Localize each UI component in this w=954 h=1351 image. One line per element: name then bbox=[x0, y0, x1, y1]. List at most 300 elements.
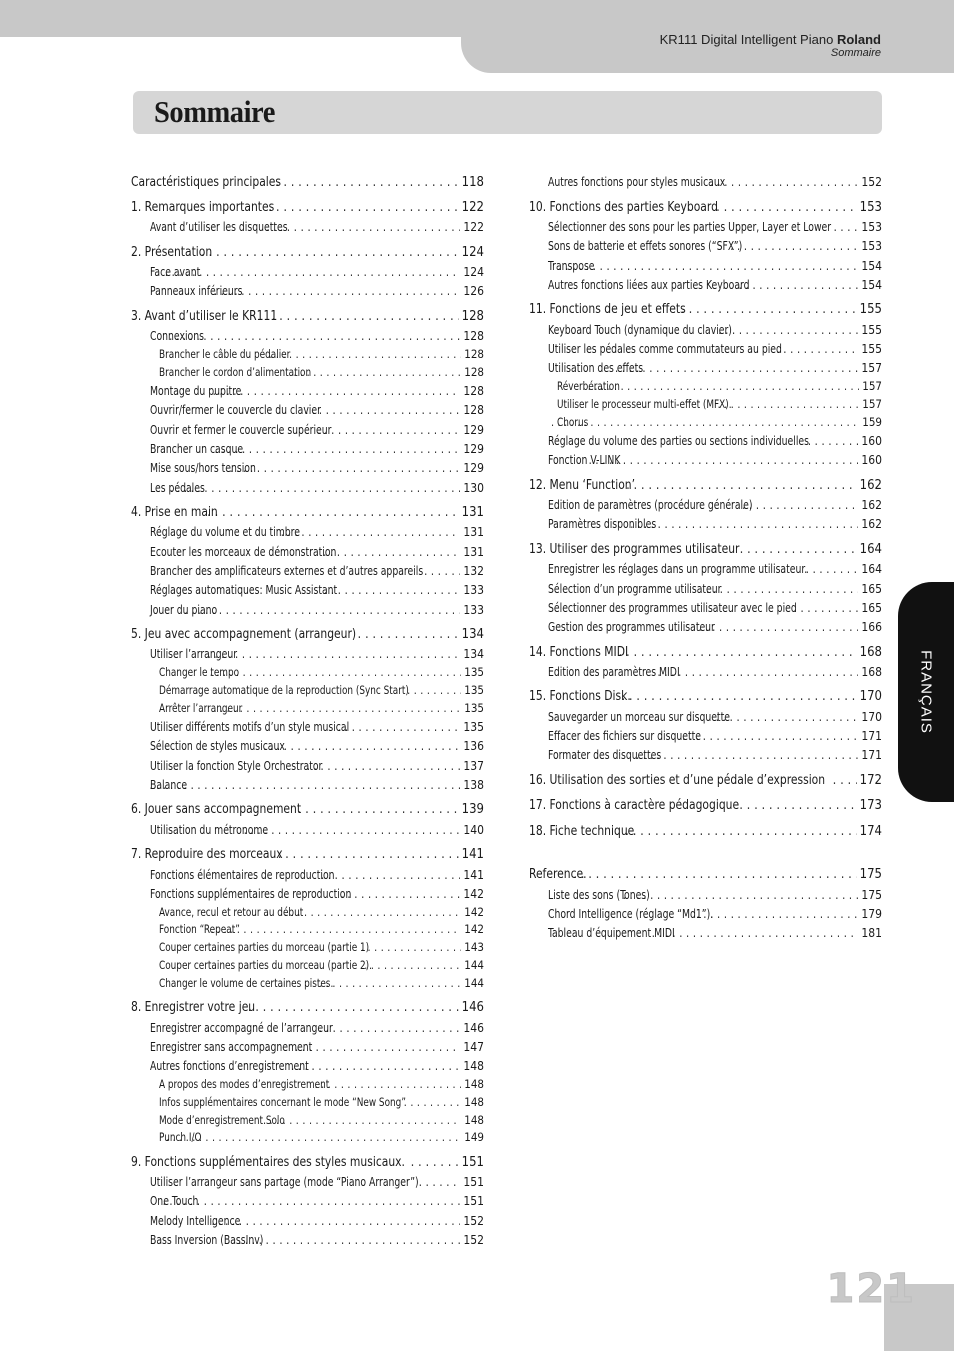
toc-entry[interactable] bbox=[131, 379, 484, 398]
toc-entry[interactable] bbox=[131, 773, 484, 792]
toc-leader-dots bbox=[419, 1175, 461, 1189]
page-number: 121 bbox=[826, 1266, 916, 1312]
toc-leader-dots bbox=[314, 1077, 461, 1091]
toc-entry-title: Arrêter l’arrangeur bbox=[159, 700, 243, 715]
toc-leader-dots bbox=[806, 562, 859, 576]
toc-entry-page: 162 bbox=[861, 517, 882, 532]
toc-entry[interactable] bbox=[529, 253, 882, 272]
toc-entry-title: 1. Remarques importantes bbox=[131, 200, 275, 215]
toc-entry-page: 147 bbox=[463, 1039, 484, 1054]
toc-entry-page: 179 bbox=[861, 906, 882, 921]
toc-entry[interactable] bbox=[529, 882, 882, 901]
toc-entry[interactable] bbox=[131, 343, 484, 361]
toc-entry-page: 142 bbox=[464, 922, 484, 937]
toc-leader-dots bbox=[551, 415, 859, 429]
toc-entry-title: 4. Prise en main bbox=[131, 505, 218, 521]
toc-entry[interactable] bbox=[131, 862, 484, 881]
toc-entry-title: 14. Fonctions MIDI bbox=[529, 644, 629, 660]
toc-entry-title: Punch I/O bbox=[159, 1130, 202, 1145]
toc-leader-dots bbox=[739, 798, 856, 813]
toc-leader-dots bbox=[361, 940, 461, 954]
toc-leader-dots bbox=[358, 627, 459, 642]
toc-entry-page: 152 bbox=[861, 175, 882, 190]
toc-entry[interactable] bbox=[529, 337, 882, 356]
toc-entry[interactable] bbox=[529, 660, 882, 679]
toc-leader-dots bbox=[404, 1095, 462, 1109]
toc-leader-dots bbox=[424, 564, 460, 578]
toc-entry[interactable] bbox=[131, 1015, 484, 1034]
language-tab bbox=[898, 582, 954, 802]
toc-entry[interactable] bbox=[131, 559, 484, 578]
toc-entry-page: 148 bbox=[464, 1076, 484, 1091]
toc-entry-title: 18. Fiche technique bbox=[529, 823, 635, 839]
running-section: Sommaire bbox=[830, 47, 881, 59]
toc-leader-dots bbox=[652, 926, 859, 940]
toc-entry-page: 154 bbox=[861, 277, 882, 292]
toc-entry-title: Réglages automatiques: Music Assistant bbox=[150, 583, 338, 598]
toc-entry-title: Tableau d’équipement MIDI bbox=[548, 926, 675, 941]
brand-logo: Roland bbox=[836, 32, 881, 47]
toc-entry[interactable] bbox=[529, 473, 882, 493]
toc-entry-title: Face avant bbox=[150, 265, 201, 280]
toc-entry-page: 165 bbox=[861, 581, 882, 596]
toc-entry-page: 148 bbox=[464, 1094, 484, 1109]
toc-column-right bbox=[529, 170, 882, 940]
toc-leader-dots bbox=[229, 461, 460, 475]
toc-leader-dots bbox=[681, 302, 857, 317]
toc-entry[interactable] bbox=[131, 304, 484, 324]
toc-entry-title: Démarrage automatique de la reproduction (Sync Start) bbox=[159, 682, 409, 697]
toc-entry-title: Utiliser la fonction Style Orchestrator bbox=[150, 758, 323, 773]
toc-entry-title: Autres fonctions liées aux parties Keyboard bbox=[548, 277, 750, 292]
toc-entry[interactable] bbox=[131, 1054, 484, 1073]
toc-entry-page: 141 bbox=[461, 847, 484, 863]
toc-leader-dots bbox=[201, 245, 459, 260]
toc-leader-dots bbox=[269, 347, 461, 361]
toc-entry[interactable] bbox=[131, 475, 484, 494]
toc-entry[interactable] bbox=[131, 501, 484, 521]
toc-leader-dots bbox=[696, 907, 858, 921]
toc-leader-dots bbox=[295, 1040, 460, 1054]
toc-entry[interactable] bbox=[529, 493, 882, 512]
toc-entry[interactable] bbox=[131, 972, 484, 990]
toc-entry-title: Autres fonctions pour styles musicaux bbox=[548, 175, 726, 190]
toc-leader-dots bbox=[319, 1021, 461, 1035]
toc-leader-dots bbox=[210, 922, 461, 936]
toc-entry[interactable] bbox=[529, 724, 882, 743]
toc-entry[interactable] bbox=[131, 697, 484, 715]
toc-entry-title: Reference. bbox=[529, 867, 587, 883]
toc-entry-title: Bass Inversion (BassInv) bbox=[150, 1233, 264, 1248]
toc-leader-dots bbox=[657, 665, 858, 679]
toc-entry[interactable] bbox=[131, 1170, 484, 1189]
toc-entry[interactable] bbox=[131, 661, 484, 679]
toc-entry[interactable] bbox=[131, 437, 484, 456]
toc-entry-page: 143 bbox=[464, 940, 484, 955]
toc-entry-title: Transpose bbox=[548, 258, 595, 273]
toc-entry-title: 13. Utiliser des programmes utilisateur bbox=[529, 541, 740, 557]
toc-entry-page: 122 bbox=[461, 200, 484, 215]
toc-leader-dots bbox=[710, 175, 858, 189]
toc-entry[interactable] bbox=[131, 1208, 484, 1227]
toc-entry-page: 142 bbox=[463, 886, 484, 901]
toc-entry[interactable] bbox=[131, 1091, 484, 1109]
toc-leader-dots bbox=[162, 1194, 460, 1208]
toc-entry-title: Chorus bbox=[557, 414, 589, 429]
toc-entry-title: Utiliser différents motifs d’un style musical bbox=[150, 720, 350, 735]
toc-entry-page: 135 bbox=[463, 720, 484, 735]
toc-entry-title: Caractéristiques principales bbox=[131, 174, 282, 190]
toc-entry[interactable] bbox=[131, 520, 484, 539]
toc-leader-dots bbox=[573, 867, 856, 882]
toc-entry[interactable] bbox=[131, 753, 484, 772]
toc-leader-dots bbox=[588, 453, 858, 467]
toc-entry-page: 148 bbox=[464, 1112, 484, 1127]
toc-entry-page: 135 bbox=[464, 682, 484, 697]
toc-entry-title: Enregistrer sans accompagnement bbox=[150, 1039, 313, 1054]
toc-entry[interactable] bbox=[131, 1035, 484, 1054]
toc-leader-dots bbox=[169, 329, 460, 343]
toc-entry-page: 144 bbox=[464, 958, 484, 972]
toc-entry-title: Edition des paramètres MIDI bbox=[548, 664, 680, 679]
toc-entry[interactable] bbox=[131, 578, 484, 597]
toc-entry[interactable] bbox=[529, 429, 882, 448]
toc-entry-page: 157 bbox=[862, 379, 882, 394]
toc-entry[interactable] bbox=[529, 411, 882, 429]
toc-leader-dots bbox=[794, 601, 859, 615]
toc-leader-dots bbox=[319, 976, 461, 990]
toc-entry-page: 131 bbox=[461, 505, 484, 521]
toc-entry[interactable] bbox=[529, 685, 882, 705]
toc-entry[interactable] bbox=[131, 279, 484, 298]
toc-entry-page: 128 bbox=[461, 308, 484, 324]
toc-entry-title: Avant d’utiliser les disquettes bbox=[150, 220, 288, 235]
toc-entry-page: 153 bbox=[861, 239, 882, 254]
toc-leader-dots bbox=[364, 958, 461, 972]
toc-entry-title: Changer le volume de certaines pistes. bbox=[159, 975, 334, 990]
toc-entry-title: 9. Fonctions supplémentaires des styles musicaux. bbox=[131, 1154, 405, 1170]
toc-leader-dots bbox=[266, 220, 460, 234]
toc-entry[interactable] bbox=[131, 597, 484, 616]
toc-leader-dots bbox=[281, 525, 461, 539]
toc-entry-page: 131 bbox=[463, 544, 484, 559]
toc-entry[interactable] bbox=[131, 1150, 484, 1170]
toc-entry-page: 128 bbox=[463, 403, 484, 418]
toc-entry-page: 162 bbox=[861, 498, 882, 513]
toc-entry-page: 164 bbox=[861, 562, 882, 577]
toc-entry-title: Fonctions élémentaires de reproduction bbox=[150, 867, 335, 882]
toc-entry-title: 10. Fonctions des parties Keyboard bbox=[529, 199, 718, 215]
toc-entry-page: 129 bbox=[463, 422, 484, 437]
toc-entry[interactable] bbox=[529, 819, 882, 839]
toc-entry[interactable] bbox=[529, 234, 882, 253]
toc-entry[interactable] bbox=[529, 537, 882, 557]
toc-leader-dots bbox=[269, 200, 459, 215]
toc-entry-page: 134 bbox=[461, 627, 484, 643]
toc-leader-dots bbox=[740, 542, 857, 557]
toc-entry-title: Brancher des amplificateurs externes et d’autres appareils bbox=[150, 563, 424, 578]
toc-entry-title: 3. Avant d’utiliser le KR111 bbox=[131, 308, 278, 324]
toc-entry[interactable] bbox=[529, 576, 882, 595]
toc-entry[interactable] bbox=[131, 642, 484, 661]
toc-entry-page: 124 bbox=[461, 244, 484, 260]
toc-entry-title: Réglage du volume des parties ou sections individuelles bbox=[548, 434, 809, 449]
toc-entry-page: 135 bbox=[464, 700, 484, 715]
toc-entry-page: 181 bbox=[861, 926, 882, 941]
toc-entry[interactable] bbox=[529, 557, 882, 576]
toc-entry[interactable] bbox=[529, 921, 882, 940]
toc-entry-title: One Touch bbox=[150, 1194, 199, 1209]
toc-entry-page: 146 bbox=[463, 1020, 484, 1035]
toc-entry[interactable] bbox=[131, 679, 484, 697]
toc-leader-dots bbox=[323, 545, 460, 559]
toc-entry[interactable] bbox=[529, 704, 882, 723]
toc-entry-title: Infos supplémentaires concernant le mode “New Song” bbox=[159, 1094, 406, 1109]
toc-entry[interactable] bbox=[529, 596, 882, 615]
toc-leader-dots bbox=[214, 284, 461, 298]
toc-entry[interactable] bbox=[131, 260, 484, 279]
toc-entry-title: Utiliser les pédales comme commutateurs au pied bbox=[548, 342, 782, 357]
toc-leader-dots bbox=[682, 729, 858, 743]
toc-entry[interactable] bbox=[131, 170, 484, 190]
toc-leader-dots bbox=[214, 442, 460, 456]
toc-entry[interactable] bbox=[131, 623, 484, 643]
toc-entry-title: Connexions bbox=[150, 329, 204, 344]
toc-leader-dots bbox=[291, 1059, 461, 1073]
toc-entry-title: 16. Utilisation des sorties et d’une pédale d’expression bbox=[529, 772, 826, 788]
toc-leader-dots bbox=[276, 175, 459, 190]
toc-entry-title: 5. Jeu avec accompagnement (arrangeur) bbox=[131, 627, 357, 643]
toc-entry-title: 12. Menu ‘Function’ bbox=[529, 477, 636, 493]
toc-leader-dots bbox=[211, 1214, 460, 1228]
toc-leader-dots bbox=[207, 505, 459, 520]
toc-entry[interactable] bbox=[131, 715, 484, 734]
toc-entry[interactable] bbox=[529, 298, 882, 318]
toc-entry[interactable] bbox=[131, 361, 484, 379]
toc-leader-dots bbox=[698, 620, 858, 634]
toc-leader-dots bbox=[718, 323, 858, 337]
toc-entry-title: 6. Jouer sans accompagnement bbox=[131, 802, 302, 818]
toc-leader-dots bbox=[621, 689, 856, 704]
toc-entry[interactable] bbox=[131, 1127, 484, 1145]
toc-entry[interactable] bbox=[131, 215, 484, 234]
toc-entry-title: Utilisation du métronome bbox=[150, 822, 269, 837]
toc-entry[interactable] bbox=[131, 196, 484, 216]
toc-leader-dots bbox=[210, 665, 462, 679]
toc-entry-title: Paramètres disponibles bbox=[548, 517, 657, 532]
toc-leader-dots bbox=[626, 478, 857, 493]
toc-entry-page: 139 bbox=[461, 802, 484, 818]
toc-entry-page: 149 bbox=[464, 1130, 484, 1145]
toc-entry-page: 130 bbox=[463, 480, 484, 495]
toc-entry-title: Montage du pupitre bbox=[150, 384, 242, 399]
toc-entry-page: 137 bbox=[463, 758, 484, 773]
toc-entry[interactable] bbox=[529, 794, 882, 814]
toc-entry-title: Ouvrir et fermer le couvercle supérieur bbox=[150, 422, 332, 437]
toc-entry-page: 141 bbox=[463, 867, 484, 882]
toc-entry-page: 128 bbox=[464, 364, 484, 379]
toc-leader-dots bbox=[238, 1233, 460, 1247]
toc-entry[interactable] bbox=[131, 417, 484, 436]
toc-entry[interactable] bbox=[529, 375, 882, 393]
toc-entry-page: 144 bbox=[464, 975, 484, 990]
toc-leader-dots bbox=[184, 603, 460, 617]
toc-leader-dots bbox=[321, 868, 461, 882]
toc-entry-page: 170 bbox=[861, 709, 882, 724]
toc-entry[interactable] bbox=[529, 393, 882, 411]
toc-entry-title: Sélectionner des sons pour les parties Upper, Layer et Lower bbox=[548, 220, 832, 235]
toc-leader-dots bbox=[293, 365, 461, 379]
toc-entry-page: 135 bbox=[464, 665, 484, 680]
toc-entry-page: 164 bbox=[859, 541, 882, 557]
toc-entry[interactable] bbox=[131, 1189, 484, 1208]
toc-entry[interactable] bbox=[131, 1228, 484, 1247]
toc-entry-page: 155 bbox=[859, 302, 882, 318]
toc-entry-page: 126 bbox=[463, 284, 484, 299]
toc-entry-page: 173 bbox=[859, 798, 882, 814]
title-bar bbox=[133, 91, 882, 134]
toc-entry-page: 132 bbox=[463, 563, 484, 578]
toc-entry-page: 129 bbox=[463, 441, 484, 456]
toc-entry-page: 157 bbox=[862, 396, 882, 411]
toc-leader-dots bbox=[305, 403, 460, 417]
toc-entry-page: 175 bbox=[861, 887, 882, 902]
toc-entry[interactable] bbox=[529, 215, 882, 234]
toc-entry[interactable] bbox=[131, 843, 484, 863]
toc-leader-dots bbox=[284, 905, 461, 919]
toc-entry-page: 151 bbox=[463, 1175, 484, 1190]
toc-entry-page: 160 bbox=[861, 434, 882, 449]
toc-entry-title: Les pédales bbox=[150, 480, 205, 495]
toc-entry-page: 166 bbox=[861, 620, 882, 635]
toc-leader-dots bbox=[170, 481, 460, 495]
toc-leader-dots bbox=[338, 720, 461, 734]
toc-leader-dots bbox=[248, 1000, 459, 1015]
toc-leader-dots bbox=[717, 397, 859, 411]
toc-entry-page: 118 bbox=[461, 174, 484, 190]
toc-entry-page: 159 bbox=[862, 414, 882, 429]
toc-leader-dots bbox=[739, 278, 859, 292]
toc-entry[interactable] bbox=[529, 273, 882, 292]
toc-entry-title: Formater des disquettes bbox=[548, 748, 662, 763]
toc-entry-page: 122 bbox=[463, 220, 484, 235]
toc-entry-title: Sauvegarder un morceau sur disquette bbox=[548, 709, 730, 724]
toc-entry[interactable] bbox=[529, 768, 882, 788]
toc-entry-page: 152 bbox=[463, 1233, 484, 1248]
toc-entry[interactable] bbox=[131, 324, 484, 343]
toc-entry-page: 153 bbox=[859, 199, 882, 215]
toc-entry-title: Fonction V-LINK bbox=[548, 453, 621, 468]
toc-leader-dots bbox=[166, 1130, 461, 1144]
toc-entry-title: Changer le tempo bbox=[159, 665, 240, 680]
toc-entry[interactable] bbox=[131, 398, 484, 417]
toc-entry[interactable] bbox=[529, 356, 882, 375]
toc-entry[interactable] bbox=[131, 734, 484, 753]
toc-leader-dots bbox=[776, 342, 858, 356]
toc-entry[interactable] bbox=[131, 919, 484, 937]
toc-entry-title: Avance, recul et retour au début bbox=[159, 904, 304, 919]
toc-entry[interactable] bbox=[529, 863, 882, 883]
toc-entry[interactable] bbox=[131, 936, 484, 954]
toc-entry-page: 131 bbox=[463, 525, 484, 540]
toc-entry[interactable] bbox=[131, 240, 484, 260]
toc-leader-dots bbox=[730, 239, 858, 253]
toc-entry[interactable] bbox=[529, 615, 882, 634]
toc-entry-page: 152 bbox=[463, 1213, 484, 1228]
toc-entry-page: 172 bbox=[859, 772, 882, 788]
toc-entry[interactable] bbox=[529, 743, 882, 762]
toc-entry-title: Fonctions supplémentaires de reproduction bbox=[150, 886, 352, 901]
toc-leader-dots bbox=[808, 434, 859, 448]
toc-entry[interactable] bbox=[131, 1109, 484, 1127]
toc-entry[interactable] bbox=[529, 902, 882, 921]
toc-entry-title: Keyboard Touch (dynamique du clavier) bbox=[548, 322, 732, 337]
toc-entry-page: 168 bbox=[861, 664, 882, 679]
toc-entry-title: Fonction “Repeat” bbox=[159, 922, 240, 937]
toc-entry[interactable] bbox=[131, 901, 484, 919]
toc-leader-dots bbox=[588, 379, 860, 393]
toc-entry-title: Enregistrer accompagné de l’arrangeur bbox=[150, 1020, 333, 1035]
toc-entry-title: Panneaux inférieurs bbox=[150, 284, 243, 299]
toc-entry[interactable] bbox=[131, 996, 484, 1016]
toc-entry-title: Sélection d’un programme utilisateur bbox=[548, 581, 722, 596]
toc-entry[interactable] bbox=[131, 817, 484, 836]
toc-entry-page: 171 bbox=[861, 748, 882, 763]
toc-entry-title: Réverbération bbox=[557, 379, 620, 394]
toc-entry[interactable] bbox=[131, 954, 484, 972]
toc-entry[interactable] bbox=[131, 798, 484, 818]
toc-entry[interactable] bbox=[529, 195, 882, 215]
toc-entry-title: Jouer du piano bbox=[150, 602, 218, 617]
toc-entry[interactable] bbox=[131, 1073, 484, 1091]
toc-entry[interactable] bbox=[529, 448, 882, 467]
toc-entry[interactable] bbox=[529, 640, 882, 660]
toc-entry-page: 151 bbox=[463, 1194, 484, 1209]
toc-column-left bbox=[131, 170, 484, 1247]
toc-entry-page: 134 bbox=[463, 647, 484, 662]
toc-entry[interactable] bbox=[131, 882, 484, 901]
toc-entry-title: 17. Fonctions à caractère pédagogique bbox=[529, 798, 740, 814]
toc-leader-dots bbox=[636, 748, 859, 762]
toc-leader-dots bbox=[716, 710, 859, 724]
toc-entry-title: Brancher le cordon d’alimentation bbox=[159, 364, 312, 379]
toc-entry-title: Utiliser l’arrangeur bbox=[150, 647, 238, 662]
toc-entry-title: A propos des modes d’enregistrement bbox=[159, 1076, 330, 1091]
toc-entry-page: 133 bbox=[463, 583, 484, 598]
toc-entry-title: 2. Présentation bbox=[131, 244, 213, 260]
toc-entry-page: 148 bbox=[463, 1059, 484, 1074]
toc-leader-dots bbox=[716, 200, 857, 215]
toc-entry-title: 15. Fonctions Disk. bbox=[529, 689, 631, 705]
toc-entry[interactable] bbox=[529, 170, 882, 189]
toc-entry[interactable] bbox=[529, 512, 882, 531]
toc-leader-dots bbox=[558, 259, 858, 273]
toc-entry-title: 7. Reproduire des morceaux bbox=[131, 847, 283, 863]
toc-entry[interactable] bbox=[131, 539, 484, 558]
toc-entry-title: Liste des sons (Tones) bbox=[548, 887, 650, 902]
toc-entry-page: 129 bbox=[463, 461, 484, 476]
toc-entry-page: 175 bbox=[859, 867, 882, 883]
toc-entry-title: Mode d’enregistrement Solo bbox=[159, 1112, 285, 1127]
toc-entry-page: 153 bbox=[861, 220, 882, 235]
toc-entry-page: 154 bbox=[861, 258, 882, 273]
toc-leader-dots bbox=[213, 701, 461, 715]
toc-leader-dots bbox=[625, 824, 856, 839]
toc-entry[interactable] bbox=[131, 456, 484, 475]
toc-entry-page: 162 bbox=[859, 477, 882, 493]
toc-entry[interactable] bbox=[529, 317, 882, 336]
toc-leader-dots bbox=[278, 847, 459, 862]
